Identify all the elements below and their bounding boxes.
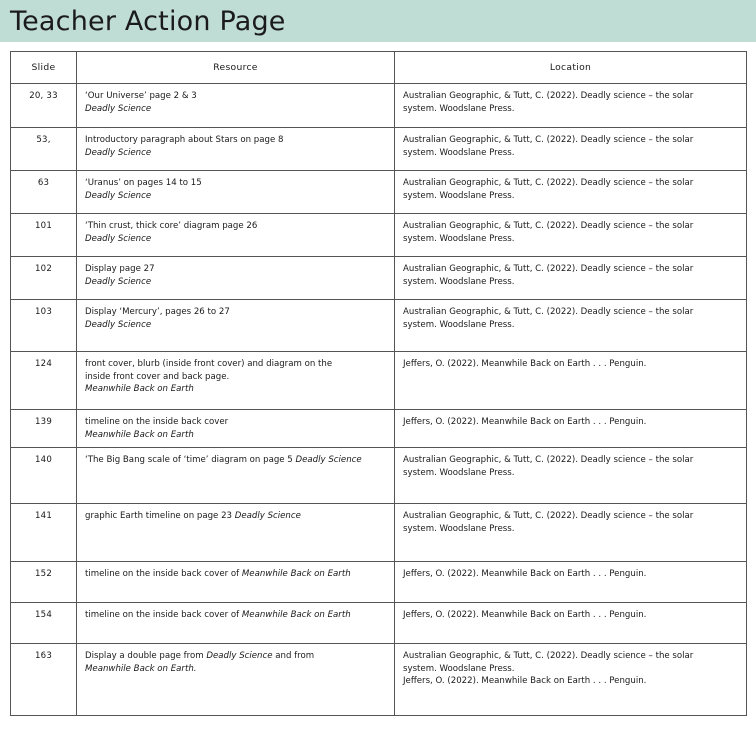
cell-slide: 152 [11, 562, 77, 603]
cell-resource [77, 644, 395, 716]
location-line: Australian Geographic, & Tutt, C. (2022). Deadly science – the solar [403, 307, 694, 318]
resource-line: ‘Uranus’ on pages 14 to 15 [85, 178, 202, 189]
table-container [0, 42, 756, 716]
location-line: system. Woodslane Press. [403, 523, 515, 534]
column-header-slide: Slide [11, 52, 77, 84]
cell-resource [77, 603, 395, 644]
resource-line: graphic Earth timeline on page 23 Deadly Science [85, 511, 301, 522]
cell-location [395, 603, 747, 644]
location-line: Australian Geographic, & Tutt, C. (2022). Deadly science – the solar [403, 511, 694, 522]
location-line: Australian Geographic, & Tutt, C. (2022). Deadly science – the solar [403, 91, 694, 102]
cell-slide: 124 [11, 352, 77, 410]
resource-title-italic: Deadly Science [234, 511, 301, 522]
location-line: Jeffers, O. (2022). Meanwhile Back on Earth . . . Penguin. [403, 676, 647, 687]
cell-resource [77, 214, 395, 257]
resource-line: Display page 27 [85, 264, 155, 275]
cell-location [395, 300, 747, 352]
table-row [11, 257, 747, 300]
table-row [11, 562, 747, 603]
page-header-band [0, 0, 756, 42]
table-row [11, 603, 747, 644]
location-line: Jeffers, O. (2022). Meanwhile Back on Earth . . . Penguin. [403, 359, 647, 370]
table-header-row [11, 52, 747, 84]
resource-line: inside front cover and back page. [85, 371, 230, 382]
location-line: Jeffers, O. (2022). Meanwhile Back on Earth . . . Penguin. [403, 610, 647, 621]
cell-slide: 20, 33 [11, 84, 77, 128]
table-row [11, 448, 747, 504]
table-row [11, 300, 747, 352]
cell-slide: 101 [11, 214, 77, 257]
cell-resource [77, 562, 395, 603]
resource-line: ‘The Big Bang scale of ‘time’ diagram on page 5 Deadly Science [85, 455, 362, 466]
resource-line: Deadly Science [85, 233, 152, 244]
page-title: Teacher Action Page [10, 5, 286, 37]
cell-location [395, 257, 747, 300]
resource-line: Display a double page from Deadly Science and from [85, 651, 315, 662]
cell-slide: 140 [11, 448, 77, 504]
location-line: Australian Geographic, & Tutt, C. (2022). Deadly science – the solar [403, 221, 694, 232]
resource-line: Meanwhile Back on Earth [85, 384, 194, 395]
cell-resource [77, 410, 395, 448]
table-row [11, 410, 747, 448]
cell-slide: 63 [11, 171, 77, 214]
resource-line: Deadly Science [85, 319, 152, 330]
cell-slide: 163 [11, 644, 77, 716]
resource-line: front cover, blurb (inside front cover) and diagram on the [85, 359, 333, 370]
cell-slide: 141 [11, 504, 77, 562]
cell-location [395, 84, 747, 128]
cell-location [395, 448, 747, 504]
cell-slide: 53, [11, 128, 77, 171]
location-line: Australian Geographic, & Tutt, C. (2022). Deadly science – the solar [403, 651, 694, 662]
cell-resource [77, 504, 395, 562]
cell-location [395, 214, 747, 257]
resource-line: Deadly Science [85, 147, 152, 158]
cell-location [395, 562, 747, 603]
cell-location [395, 410, 747, 448]
cell-resource [77, 84, 395, 128]
cell-location [395, 644, 747, 716]
cell-location [395, 128, 747, 171]
location-line: system. Woodslane Press. [403, 319, 515, 330]
cell-location [395, 504, 747, 562]
location-line: Australian Geographic, & Tutt, C. (2022). Deadly science – the solar [403, 178, 694, 189]
location-line: system. Woodslane Press. [403, 467, 515, 478]
resource-line: Meanwhile Back on Earth [85, 429, 194, 440]
table-row [11, 128, 747, 171]
cell-resource [77, 128, 395, 171]
cell-resource [77, 257, 395, 300]
table-row [11, 644, 747, 716]
resource-title-italic: Deadly Science [206, 651, 273, 662]
cell-slide: 139 [11, 410, 77, 448]
cell-location [395, 352, 747, 410]
teacher-action-table [10, 51, 747, 716]
resource-title-italic: Meanwhile Back on Earth [241, 569, 351, 580]
table-row [11, 171, 747, 214]
cell-slide: 103 [11, 300, 77, 352]
resource-line: ‘Thin crust, thick core’ diagram page 26 [85, 221, 258, 232]
resource-line: Meanwhile Back on Earth. [85, 663, 197, 674]
resource-line: Display ‘Mercury’, pages 26 to 27 [85, 307, 230, 318]
location-line: system. Woodslane Press. [403, 147, 515, 158]
location-line: system. Woodslane Press. [403, 233, 515, 244]
location-line: system. Woodslane Press. [403, 276, 515, 287]
resource-line: ‘Our Universe’ page 2 & 3 [85, 91, 197, 102]
table-header [11, 52, 747, 84]
location-line: Australian Geographic, & Tutt, C. (2022). Deadly science – the solar [403, 135, 694, 146]
table-row [11, 504, 747, 562]
table-body [11, 84, 747, 716]
resource-line: timeline on the inside back cover [85, 417, 229, 428]
resource-line: timeline on the inside back cover of Meanwhile Back on Earth [85, 569, 351, 580]
location-line: Australian Geographic, & Tutt, C. (2022). Deadly science – the solar [403, 455, 694, 466]
cell-resource [77, 448, 395, 504]
cell-resource [77, 300, 395, 352]
cell-slide: 154 [11, 603, 77, 644]
table-row [11, 214, 747, 257]
location-line: system. Woodslane Press. [403, 103, 515, 114]
resource-line: timeline on the inside back cover of Meanwhile Back on Earth [85, 610, 351, 621]
table-row [11, 352, 747, 410]
resource-title-italic: Deadly Science [295, 455, 362, 466]
location-line: system. Woodslane Press. [403, 663, 515, 674]
cell-resource [77, 171, 395, 214]
resource-title-italic: Meanwhile Back on Earth [241, 610, 351, 621]
resource-line: Deadly Science [85, 276, 152, 287]
table-row [11, 84, 747, 128]
resource-line: Deadly Science [85, 190, 152, 201]
location-line: system. Woodslane Press. [403, 190, 515, 201]
cell-resource [77, 352, 395, 410]
location-line: Jeffers, O. (2022). Meanwhile Back on Earth . . . Penguin. [403, 417, 647, 428]
cell-location [395, 171, 747, 214]
cell-slide: 102 [11, 257, 77, 300]
resource-line: Deadly Science [85, 103, 152, 114]
resource-line: Introductory paragraph about Stars on page 8 [85, 135, 284, 146]
location-line: Jeffers, O. (2022). Meanwhile Back on Earth . . . Penguin. [403, 569, 647, 580]
column-header-resource: Resource [77, 52, 395, 84]
location-line: Australian Geographic, & Tutt, C. (2022). Deadly science – the solar [403, 264, 694, 275]
column-header-location: Location [395, 52, 747, 84]
